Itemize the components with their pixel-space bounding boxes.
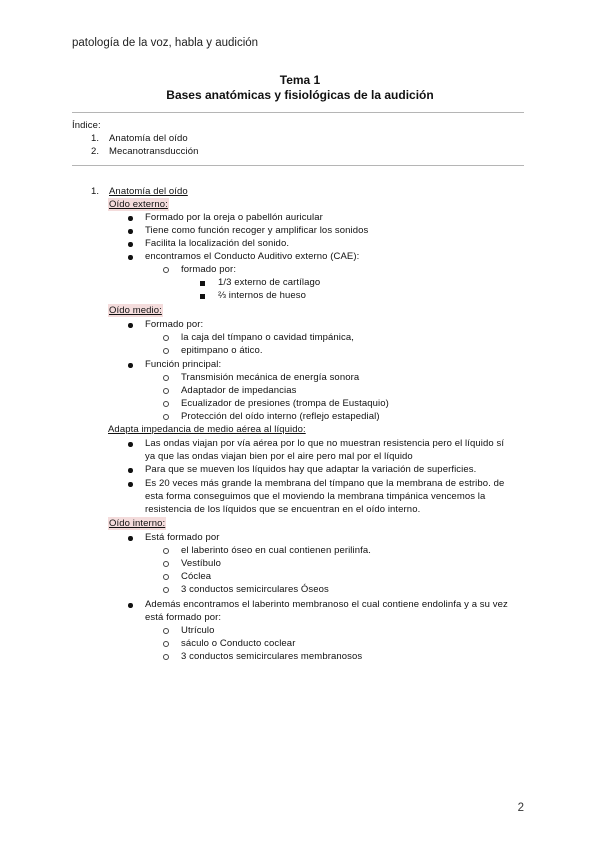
subheading-oido-interno: Oído interno: [109,518,166,529]
bullet-icon [128,442,133,447]
bullet-icon [128,255,133,260]
sub-sub-list-item: ⅔ internos de hueso [218,290,306,301]
list-item-line: esta forma conseguimos que el moviendo la membrana timpánica vencemos la [145,491,486,502]
sub-bullet-icon [163,375,169,381]
bullet-icon [128,363,133,368]
sub-list-item: Ecualizador de presiones (trompa de Eustaquio) [181,398,389,409]
sub-bullet-icon [163,401,169,407]
list-item-line: Además encontramos el laberinto membranoso el cual contiene endolinfa y a su vez [145,599,508,610]
divider-top [72,112,524,113]
topic-title: Tema 1 [279,73,321,87]
bullet-icon [128,229,133,234]
square-bullet-icon [200,294,205,299]
list-item-line: Es 20 veces más grande la membrana del tímpano que la membrana de estribo. de [145,478,505,489]
sub-bullet-icon [163,574,169,580]
sub-list-item: 3 conductos semicirculares Óseos [181,584,329,595]
subheading-adapta-impedancia: Adapta impedancia de medio aérea al líquido: [108,424,306,435]
list-item-line: está formado por: [145,612,222,623]
sub-bullet-icon [163,388,169,394]
sub-bullet-icon [163,348,169,354]
divider-index [72,165,524,166]
sub-bullet-icon [163,335,169,341]
sub-bullet-icon [163,561,169,567]
sub-list-item: el laberinto óseo en cual contienen perilinfa. [181,545,371,556]
index-label: Índice: [72,120,101,131]
bullet-icon [128,536,133,541]
sub-sub-list-item: 1/3 externo de cartílago [218,277,321,288]
title-block [0,73,600,103]
bullet-icon [128,323,133,328]
sub-bullet-icon [163,654,169,660]
list-item: Está formado por [145,532,220,543]
sub-bullet-icon [163,628,169,634]
sub-list-item: la caja del tímpano o cavidad timpánica, [181,332,354,343]
sub-list-item: Transmisión mecánica de energía sonora [181,372,360,383]
sub-list-item: Adaptador de impedancias [181,385,297,396]
square-bullet-icon [200,281,205,286]
list-item: Formado por la oreja o pabellón auricular [145,212,323,223]
list-item-line: ya que las ondas viajan bien por el aire pero mal por el líquido [145,451,413,462]
list-item-line: resistencia de los líquidos que se encuentran en el oído interno. [145,504,421,515]
index-item-2: Mecanotransducción [109,146,199,157]
bullet-icon [128,603,133,608]
list-item: Para que se mueven los líquidos hay que adaptar la variación de superficies. [145,464,477,475]
sub-list-item: Utrículo [181,625,215,636]
section-number: 1. [91,186,100,197]
sub-bullet-icon [163,414,169,420]
topic-subtitle: Bases anatómicas y fisiológicas de la audición [166,88,434,102]
subheading-oido-externo: Oído externo: [109,199,168,210]
sub-list-item: 3 conductos semicirculares membranosos [181,651,363,662]
sub-bullet-icon [163,641,169,647]
index-item-2-num: 2. [91,146,100,157]
bullet-icon [128,468,133,473]
sub-list-item: sáculo o Conducto coclear [181,638,296,649]
sub-list-item: Cóclea [181,571,212,582]
sub-list-item: Protección del oído interno (reflejo estapedial) [181,411,380,422]
subheading-oido-medio: Oído medio: [109,305,162,316]
sub-bullet-icon [163,587,169,593]
bullet-icon [128,482,133,487]
list-item: encontramos el Conducto Auditivo externo (CAE): [145,251,360,262]
running-header: patología de la voz, habla y audición [72,37,259,49]
list-item: Función principal: [145,359,222,370]
list-item: Formado por: [145,319,204,330]
page-number: 2 [517,802,524,814]
sub-list-item: formado por: [181,264,237,275]
bullet-icon [128,242,133,247]
list-item: Facilita la localización del sonido. [145,238,290,249]
list-item: Tiene como función recoger y amplificar los sonidos [145,225,369,236]
list-item-line: Las ondas viajan por vía aérea por lo que no muestran resistencia pero el líquido sí [145,438,505,449]
index-item-1: Anatomía del oído [109,133,188,144]
bullet-icon [128,216,133,221]
section-heading: Anatomía del oído [109,186,188,197]
sub-bullet-icon [163,548,169,554]
sub-list-item: Vestíbulo [181,558,221,569]
sub-list-item: epitimpano o ático. [181,345,263,356]
index-item-1-num: 1. [91,133,100,144]
sub-bullet-icon [163,267,169,273]
